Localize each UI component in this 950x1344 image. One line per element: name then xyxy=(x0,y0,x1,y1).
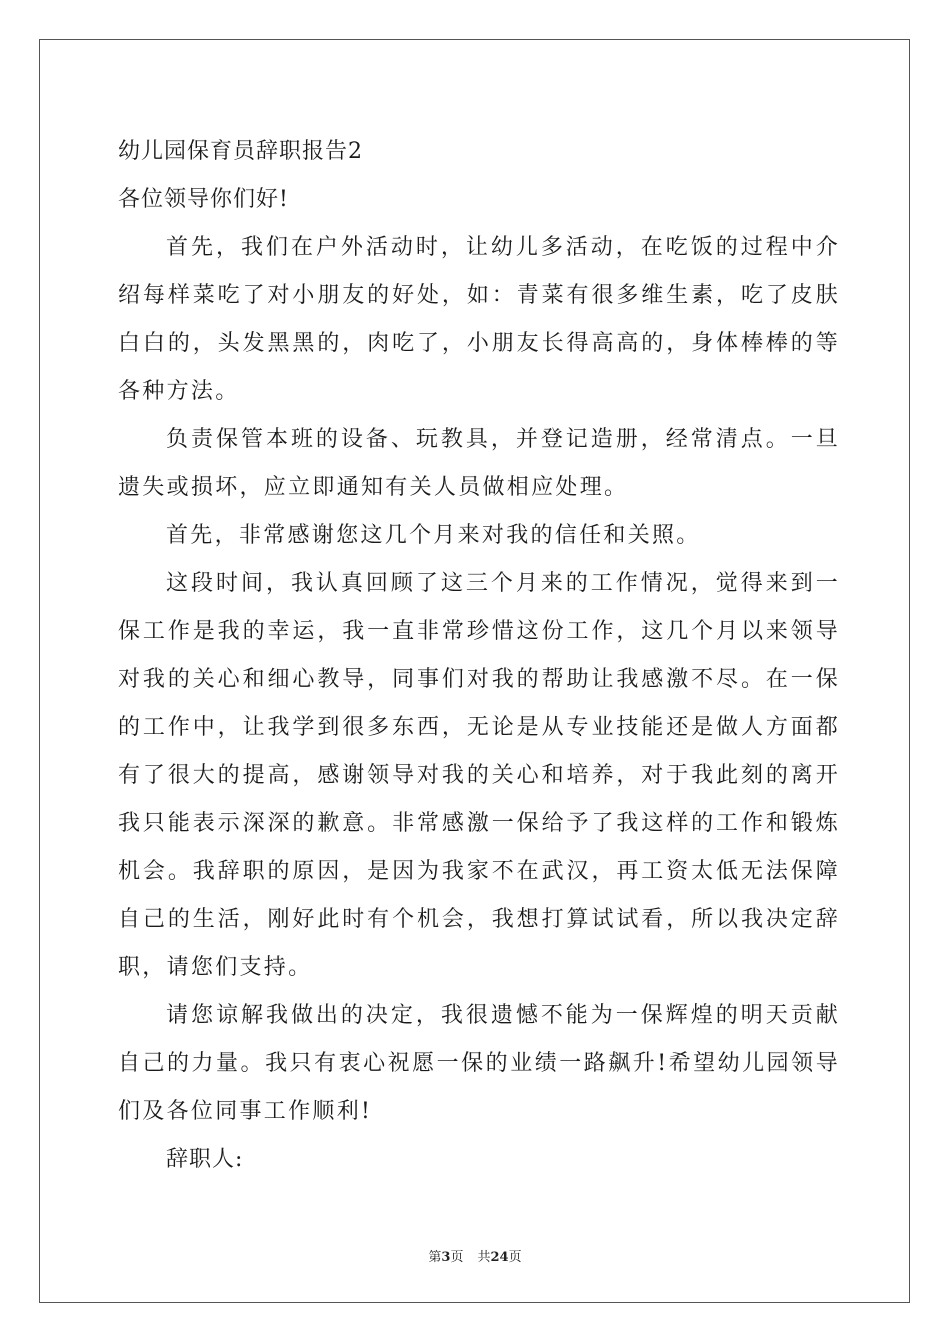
document-title: 幼儿园保育员辞职报告2 xyxy=(118,139,363,164)
paragraph-2: 负责保管本班的设备、玩教具，并登记造册，经常清点。一旦遗失或损坏，应立即通知有关人员做相应处理。 xyxy=(118,427,840,500)
total-prefix: 共 xyxy=(477,1250,491,1265)
page-suffix: 页 xyxy=(450,1250,464,1265)
greeting: 各位领导你们好! xyxy=(118,187,289,212)
paragraph-3: 首先，非常感谢您这几个月来对我的信任和关照。 xyxy=(166,523,701,548)
page-prefix: 第 xyxy=(428,1250,442,1265)
total-suffix: 页 xyxy=(508,1250,522,1265)
page-footer xyxy=(0,1246,950,1265)
paragraph-5: 请您谅解我做出的决定，我很遗憾不能为一保辉煌的明天贡献自己的力量。我只有衷心祝愿一保的业绩一路飙升!希望幼儿园领导们及各位同事工作顺利! xyxy=(118,1003,840,1124)
total-page-count: 24 xyxy=(490,1250,509,1265)
paragraph-4: 这段时间，我认真回顾了这三个月来的工作情况，觉得来到一保工作是我的幸运，我一直非常珍惜这份工作，这几个月以来领导对我的关心和细心教导，同事们对我的帮助让我感激不尽。在一保的工作中，让我学到很多东西，无论是从专业技能还是做人方面都有了很大的提高，感谢领导对我的关心和培养，对于我此刻的离开我只能表示深深的歉意。非常感激一保给予了我这样的工作和锻炼机会。我辞职的原因，是因为我家不在武汉，再工资太低无法保障自己的生活，刚好此时有个机会，我想打算试试看，所以我决定辞职，请您们支持。 xyxy=(118,571,840,980)
signature-line: 辞职人: xyxy=(166,1147,244,1172)
paragraph-1: 首先，我们在户外活动时，让幼儿多活动，在吃饭的过程中介绍每样菜吃了对小朋友的好处，如：青菜有很多维生素，吃了皮肤白白的，头发黑黑的，肉吃了，小朋友长得高高的，身体棒棒的等各种方法。 xyxy=(118,235,840,404)
current-page-number: 3 xyxy=(441,1250,451,1265)
document-body xyxy=(118,128,840,1184)
